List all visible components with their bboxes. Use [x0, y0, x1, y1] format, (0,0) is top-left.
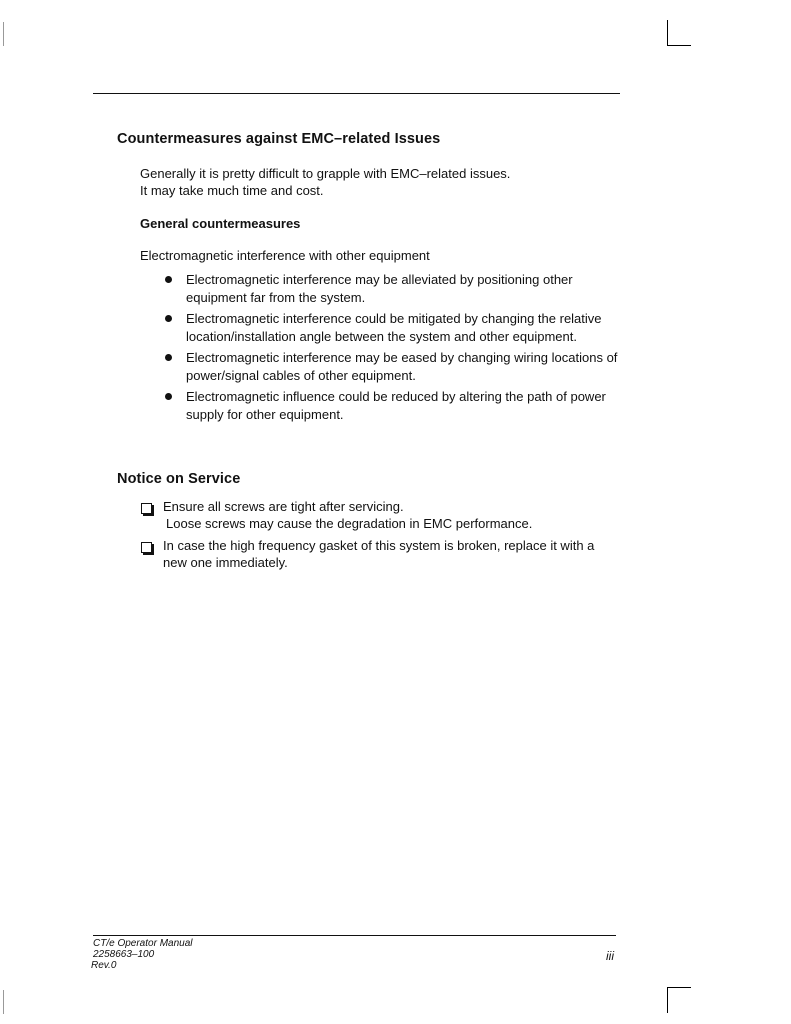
edge-mark-bottom-left	[3, 990, 4, 1014]
footer-manual-title: CT/e Operator Manual	[93, 938, 193, 949]
notice-line-2: Loose screws may cause the degradation in EMC performance.	[166, 516, 533, 531]
list-item	[140, 271, 618, 306]
section-heading-service: Notice on Service	[117, 471, 241, 487]
intro-line-2: It may take much time and cost.	[140, 183, 324, 198]
list-item	[139, 498, 609, 532]
header-rule	[93, 93, 620, 94]
countermeasure-list	[140, 271, 618, 427]
bullet-text: Electromagnetic interference may be eased by changing wiring locations of power/signal cables of other equipment.	[186, 350, 618, 383]
notice-line-1: Ensure all screws are tight after servicing.	[163, 499, 404, 514]
checkbox-icon	[141, 503, 152, 514]
list-item	[140, 349, 618, 384]
intro-line-1: Generally it is pretty difficult to grapple with EMC–related issues.	[140, 166, 511, 181]
footer-part-number: 2258663–100	[93, 949, 155, 960]
bullet-text: Electromagnetic interference may be alleviated by positioning other equipment far from the system.	[186, 272, 573, 305]
bullet-icon	[165, 354, 172, 361]
section-heading-emc: Countermeasures against EMC–related Issues	[117, 131, 441, 147]
subheading-general-countermeasures: General countermeasures	[140, 216, 301, 231]
list-item	[139, 537, 609, 571]
notice-line-1: In case the high frequency gasket of this system is broken, replace it with a new one immediately.	[163, 538, 595, 570]
crop-mark-bottom-right-horizontal	[667, 987, 691, 988]
intro-paragraph	[140, 165, 510, 199]
checkbox-icon	[141, 542, 152, 553]
footer-revision: Rev.0	[91, 960, 117, 971]
list-item	[140, 388, 618, 423]
crop-mark-bottom-right-vertical	[667, 987, 668, 1013]
page-number: iii	[606, 949, 614, 963]
bullet-icon	[165, 393, 172, 400]
service-notice-list	[139, 498, 609, 576]
lead-text: Electromagnetic interference with other equipment	[140, 248, 430, 263]
bullet-icon	[165, 276, 172, 283]
footer-rule	[93, 935, 616, 936]
footer-info	[93, 938, 193, 971]
bullet-text: Electromagnetic interference could be mitigated by changing the relative location/installation angle between the system and other equipment.	[186, 311, 602, 344]
edge-mark-top-left	[3, 22, 4, 46]
crop-mark-top-right-horizontal	[667, 45, 691, 46]
crop-mark-top-right-vertical	[667, 20, 668, 46]
bullet-icon	[165, 315, 172, 322]
list-item	[140, 310, 618, 345]
bullet-text: Electromagnetic influence could be reduced by altering the path of power supply for other equipment.	[186, 389, 606, 422]
